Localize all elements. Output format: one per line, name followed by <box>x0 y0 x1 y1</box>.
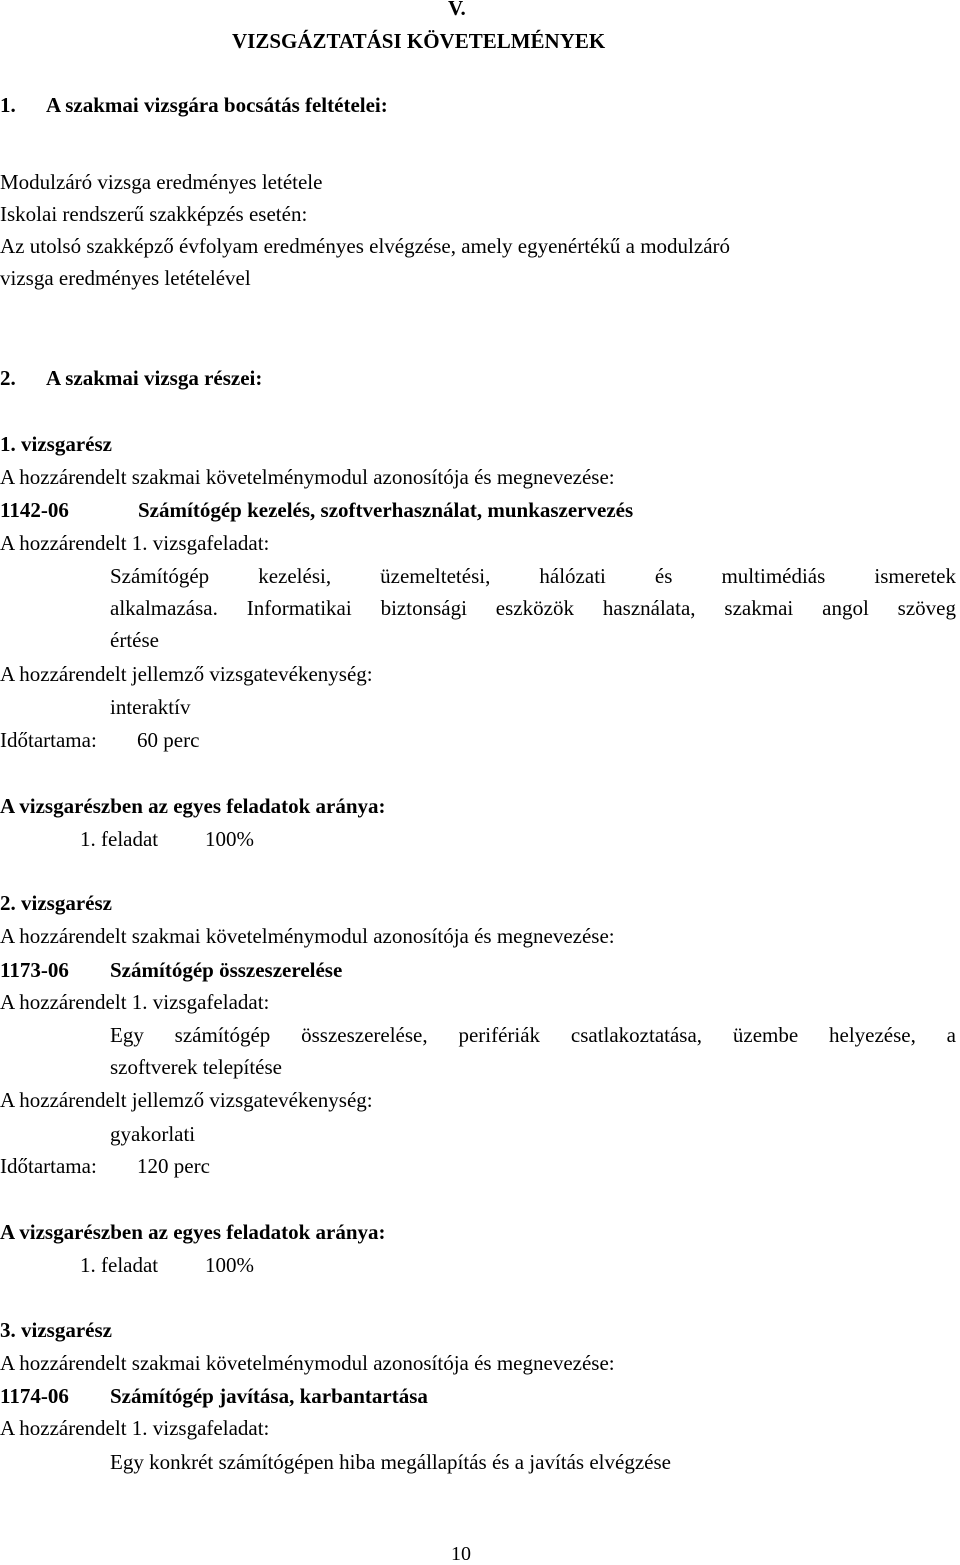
part-title: 1. vizsgarész <box>0 432 112 456</box>
task-label: A hozzárendelt 1. vizsgafeladat: <box>0 531 270 555</box>
task-description-line: szoftverek telepítése <box>110 1055 282 1079</box>
module-code: 1174-06 <box>0 1384 69 1408</box>
chapter-title: VIZSGÁZTATÁSI KÖVETELMÉNYEK <box>232 29 606 53</box>
task-label: A hozzárendelt 1. vizsgafeladat: <box>0 1416 270 1440</box>
task-label: A hozzárendelt 1. vizsgafeladat: <box>0 990 270 1014</box>
chapter-number: V. <box>448 0 466 20</box>
duration-label: Időtartama: <box>0 1154 97 1178</box>
page-number: 10 <box>451 1543 471 1565</box>
module-name: Számítógép kezelés, szoftverhasználat, munkaszervezés <box>138 498 634 522</box>
ratio-value: 100% <box>205 827 254 851</box>
task-description-line: Egy konkrét számítógépen hiba megállapítás és a javítás elvégzése <box>110 1450 671 1474</box>
section1-line: Iskolai rendszerű szakképzés esetén: <box>0 202 308 226</box>
section2-number: 2. <box>0 366 16 390</box>
activity-label: A hozzárendelt jellemző vizsgatevékenység: <box>0 662 373 686</box>
ratio-heading: A vizsgarészben az egyes feladatok aránya: <box>0 794 386 818</box>
ratio-task: 1. feladat <box>80 1253 159 1277</box>
activity-label: A hozzárendelt jellemző vizsgatevékenység: <box>0 1088 373 1112</box>
task-description-line: értése <box>110 628 159 652</box>
section1-heading: A szakmai vizsgára bocsátás feltételei: <box>46 93 388 117</box>
activity-value: interaktív <box>110 695 191 719</box>
activity-value: gyakorlati <box>110 1122 196 1146</box>
duration-value: 60 perc <box>137 728 200 752</box>
section1-line: Modulzáró vizsga eredményes letétele <box>0 170 323 194</box>
module-label: A hozzárendelt szakmai követelménymodul azonosítója és megnevezése: <box>0 924 615 948</box>
task-description-line: Egy számítógép összeszerelése, perifériák csatlakoztatása, üzembe helyezése, a <box>110 1023 956 1047</box>
part-title: 3. vizsgarész <box>0 1318 112 1342</box>
duration-label: Időtartama: <box>0 728 97 752</box>
part-title: 2. vizsgarész <box>0 891 112 915</box>
ratio-task: 1. feladat <box>80 827 159 851</box>
section1-line: vizsga eredményes letételével <box>0 266 251 290</box>
duration-value: 120 perc <box>137 1154 210 1178</box>
module-name: Számítógép összeszerelése <box>110 958 343 982</box>
module-label: A hozzárendelt szakmai követelménymodul azonosítója és megnevezése: <box>0 1351 615 1375</box>
module-name: Számítógép javítása, karbantartása <box>110 1384 428 1408</box>
task-description-line: alkalmazása. Informatikai biztonsági eszközök használata, szakmai angol szöveg <box>110 596 956 620</box>
task-description-line: Számítógép kezelési, üzemeltetési, hálózati és multimédiás ismeretek <box>110 564 956 588</box>
section1-number: 1. <box>0 93 16 117</box>
section1-line: Az utolsó szakképző évfolyam eredményes elvégzése, amely egyenértékű a modulzáró <box>0 234 731 258</box>
module-code: 1142-06 <box>0 498 69 522</box>
ratio-value: 100% <box>205 1253 254 1277</box>
module-label: A hozzárendelt szakmai követelménymodul azonosítója és megnevezése: <box>0 465 615 489</box>
module-code: 1173-06 <box>0 958 69 982</box>
section2-heading: A szakmai vizsga részei: <box>46 366 263 390</box>
ratio-heading: A vizsgarészben az egyes feladatok aránya: <box>0 1220 386 1244</box>
